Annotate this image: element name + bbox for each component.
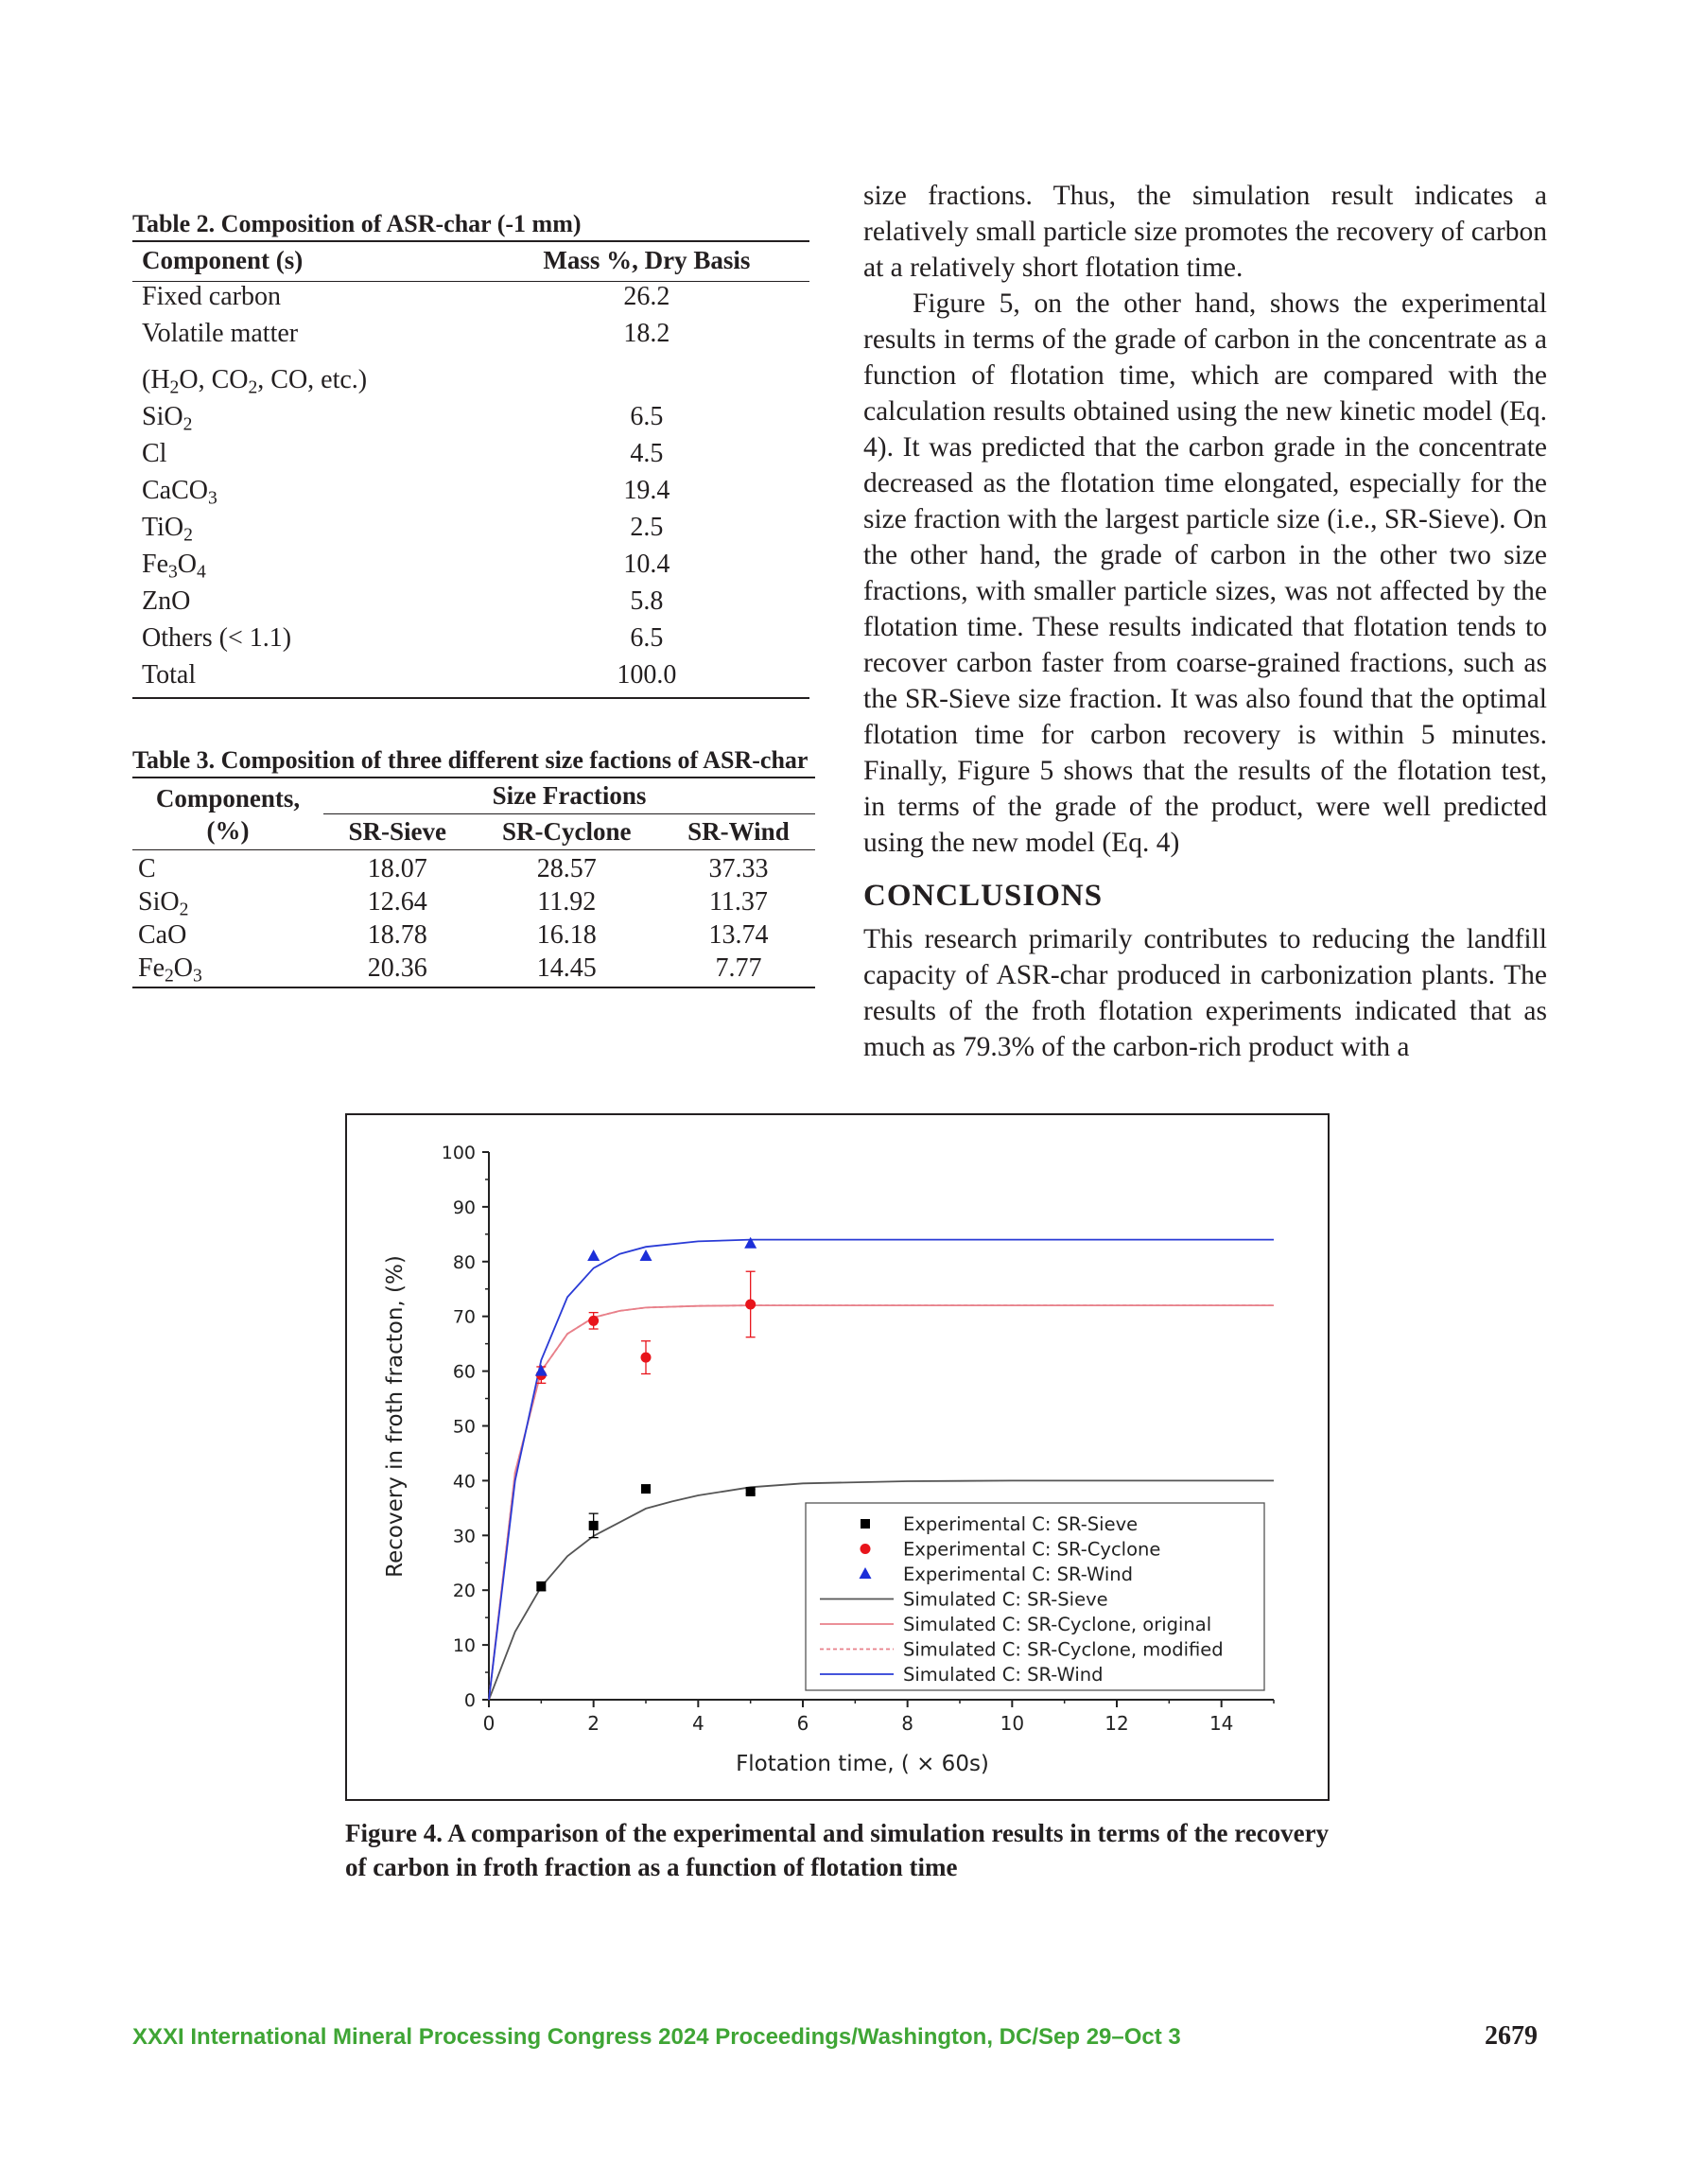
data-point-square	[746, 1487, 756, 1496]
y-tick-label: 100	[441, 1143, 476, 1163]
data-point-square	[589, 1521, 599, 1530]
body-paragraph-2: Figure 5, on the other hand, shows the experimental results in terms of the grade of carbon in the concentrate as a function of flotation time, which are compared with the calculation results obtained using the new kinetic model (Eq. 4). It was predicted that the carbon grade in the concentrate decreased as the flotation time elongated, especially for the size fraction with the largest particle size (i.e., SR-Sieve). On the other hand, the grade of carbon in the other two size fractions, with smaller particle sizes, was not affected by the flotation time. These results indicated that flotation tends to recover carbon faster from coarse-grained fractions, such as the SR-Sieve size fraction. It was also found that the optimal flotation time for carbon recovery is within 5 minutes. Finally, Figure 5 shows that the results of the flotation test, in terms of the grade of the product, were well predicted using the new model (Eq. 4)	[863, 288, 1547, 858]
table-3-cell-value: 12.64	[367, 887, 427, 917]
table-2-row	[132, 476, 809, 513]
footer-proceedings: XXXI International Mineral Processing Congress 2024 Proceedings/Washington, DC/Sep 29–Oct 3	[132, 2024, 1181, 2050]
table-3-cell-value: 14.45	[472, 953, 662, 987]
table-2-cell-mass: 2.5	[630, 513, 664, 542]
x-tick-label: 2	[587, 1712, 600, 1735]
x-tick-label: 4	[691, 1712, 704, 1735]
y-tick-label: 0	[463, 1690, 476, 1711]
y-tick-label: 70	[452, 1306, 476, 1328]
legend-label: Simulated C: SR-Cyclone, modified	[903, 1638, 1224, 1661]
x-tick-label: 6	[796, 1712, 809, 1735]
table-3-header-wind: SR-Wind	[662, 814, 815, 850]
table-3-header-cyclone: SR-Cyclone	[472, 814, 662, 850]
table-2-cell-component: Total	[132, 660, 484, 698]
body-paragraph-1: size fractions. Thus, the simulation result indicates a relatively small particle size promotes the recovery of carbon at a relatively short flotation time.	[863, 181, 1547, 283]
data-point-circle	[641, 1353, 652, 1363]
table-2-row	[132, 319, 809, 356]
recovery-chart	[347, 1115, 1328, 1799]
y-tick-label: 20	[452, 1581, 476, 1602]
table-2-cell-component: Volatile matter	[142, 319, 299, 348]
table-2-caption: Table 2. Composition of ASR-char (-1 mm)	[132, 210, 582, 237]
table-2-row	[132, 439, 809, 476]
table-3-grid	[132, 777, 815, 988]
table-3-cell-value: 28.57	[536, 854, 597, 883]
y-tick-label: 80	[452, 1251, 476, 1273]
data-point-circle	[588, 1316, 599, 1326]
table-2-cell-mass: 100.0	[484, 660, 809, 698]
table-3-cell-component: C	[138, 854, 156, 883]
page-number: 2679	[1485, 2021, 1538, 2051]
table-2-cell-mass: 6.5	[630, 402, 664, 431]
legend-marker-square	[861, 1519, 870, 1529]
table-3-cell-value: 20.36	[323, 953, 472, 987]
y-tick-label: 50	[452, 1416, 476, 1438]
table-3-row	[132, 850, 815, 888]
table-2-cell-mass: 18.2	[623, 319, 670, 348]
table-3-cell-value: 37.33	[708, 854, 769, 883]
legend-label: Simulated C: SR-Sieve	[903, 1588, 1108, 1611]
table-3-header-size-fractions: Size Fractions	[323, 778, 815, 814]
table-3	[132, 744, 815, 988]
table-3-row	[132, 887, 815, 920]
y-axis-title: Recovery in froth fracton, (%)	[383, 1255, 408, 1578]
table-2-grid	[132, 240, 809, 699]
legend-label: Experimental C: SR-Wind	[903, 1564, 1134, 1585]
table-2-header-mass: Mass %, Dry Basis	[484, 241, 809, 282]
table-2-row	[132, 356, 809, 402]
table-3-cell-value: 7.77	[662, 953, 815, 987]
table-3-cell-component: $Fe_2O_3$	[132, 953, 323, 987]
table-3-cell-component: SiO$_2$	[138, 887, 189, 920]
body-text-column	[863, 178, 1547, 1065]
table-2	[132, 208, 809, 699]
figure-4-caption: Figure 4. A comparison of the experimental and simulation results in terms of the recovery of carbon in froth fraction as a function of flotation time	[345, 1819, 1330, 1881]
table-3-cell-value: 11.92	[537, 887, 597, 917]
table-2-cell-component: Others (< 1.1)	[142, 623, 292, 653]
table-2-row	[132, 586, 809, 623]
data-point-triangle	[640, 1249, 652, 1261]
table-2-cell-component: Cl	[142, 439, 167, 468]
data-point-square	[641, 1484, 651, 1494]
table-2-cell-mass: 4.5	[630, 439, 664, 468]
y-tick-label: 10	[452, 1635, 476, 1657]
data-point-circle	[745, 1299, 756, 1309]
table-2-cell-component: CaCO$_3$	[142, 476, 217, 509]
table-2-row	[132, 402, 809, 439]
table-3-cell-value: 16.18	[536, 920, 597, 950]
table-3-row	[132, 920, 815, 953]
legend-marker-circle	[861, 1544, 871, 1554]
table-2-cell-mass: 5.8	[630, 586, 664, 616]
legend-label: Experimental C: SR-Sieve	[903, 1513, 1139, 1535]
table-3-cell-value: 13.74	[708, 920, 769, 950]
legend-label: Simulated C: SR-Wind	[903, 1664, 1104, 1686]
x-tick-label: 12	[1104, 1712, 1129, 1735]
table-2-cell-component: SiO$_2$	[142, 402, 193, 435]
table-2-row	[132, 513, 809, 550]
figure-4	[345, 1113, 1330, 1801]
table-2-row	[132, 282, 809, 320]
table-2-cell-component: ($H_2O$, $CO_2$, CO, etc.)	[142, 365, 368, 398]
data-point-triangle	[744, 1237, 757, 1249]
table-2-cell-mass	[484, 356, 809, 402]
table-2-cell-component: ZnO	[142, 586, 191, 616]
legend-label: Experimental C: SR-Cyclone	[903, 1538, 1161, 1561]
table-3-row	[132, 953, 815, 987]
table-3-cell-value: 18.78	[367, 920, 427, 950]
y-tick-label: 30	[452, 1526, 476, 1547]
table-2-cell-mass: 10.4	[623, 550, 670, 579]
table-2-row	[132, 550, 809, 586]
table-2-cell-component: $Fe_3O_4$	[142, 550, 206, 583]
table-2-cell-mass: 19.4	[623, 476, 670, 505]
x-tick-label: 0	[482, 1712, 496, 1735]
table-3-header-components: Components, (%)	[132, 778, 323, 850]
table-3-cell-value: 18.07	[367, 854, 427, 883]
x-axis-title: Flotation time, ( × 60s)	[736, 1752, 989, 1776]
body-paragraph-3: This research primarily contributes to reducing the landfill capacity of ASR-char produced in carbonization plants. The results of the froth flotation experiments indicated that as much as 79.3% of the carbon-rich product with a	[863, 924, 1547, 1062]
table-2-row	[132, 623, 809, 660]
data-point-square	[536, 1581, 546, 1591]
legend-label: Simulated C: SR-Cyclone, original	[903, 1614, 1212, 1635]
table-2-header-component: Component (s)	[132, 241, 484, 282]
table-2-cell-mass: 26.2	[623, 282, 670, 311]
table-2-cell-component: Fixed carbon	[142, 282, 281, 311]
table-3-header-sieve: SR-Sieve	[323, 814, 472, 850]
table-2-row	[132, 660, 809, 698]
x-tick-label: 8	[901, 1712, 914, 1735]
conclusions-heading: CONCLUSIONS	[863, 879, 1104, 913]
table-2-cell-mass: 6.5	[630, 623, 664, 653]
table-2-cell-component: TiO$_2$	[142, 513, 193, 546]
data-point-triangle	[587, 1249, 600, 1261]
x-tick-label: 14	[1209, 1712, 1234, 1735]
x-tick-label: 10	[1000, 1712, 1025, 1735]
table-3-caption: Table 3. Composition of three different size factions of ASR-char	[132, 746, 809, 774]
y-tick-label: 40	[452, 1471, 476, 1493]
y-tick-label: 90	[452, 1197, 476, 1218]
table-3-cell-component: CaO	[138, 920, 187, 950]
table-3-cell-value: 11.37	[708, 887, 768, 917]
y-tick-label: 60	[452, 1361, 476, 1383]
